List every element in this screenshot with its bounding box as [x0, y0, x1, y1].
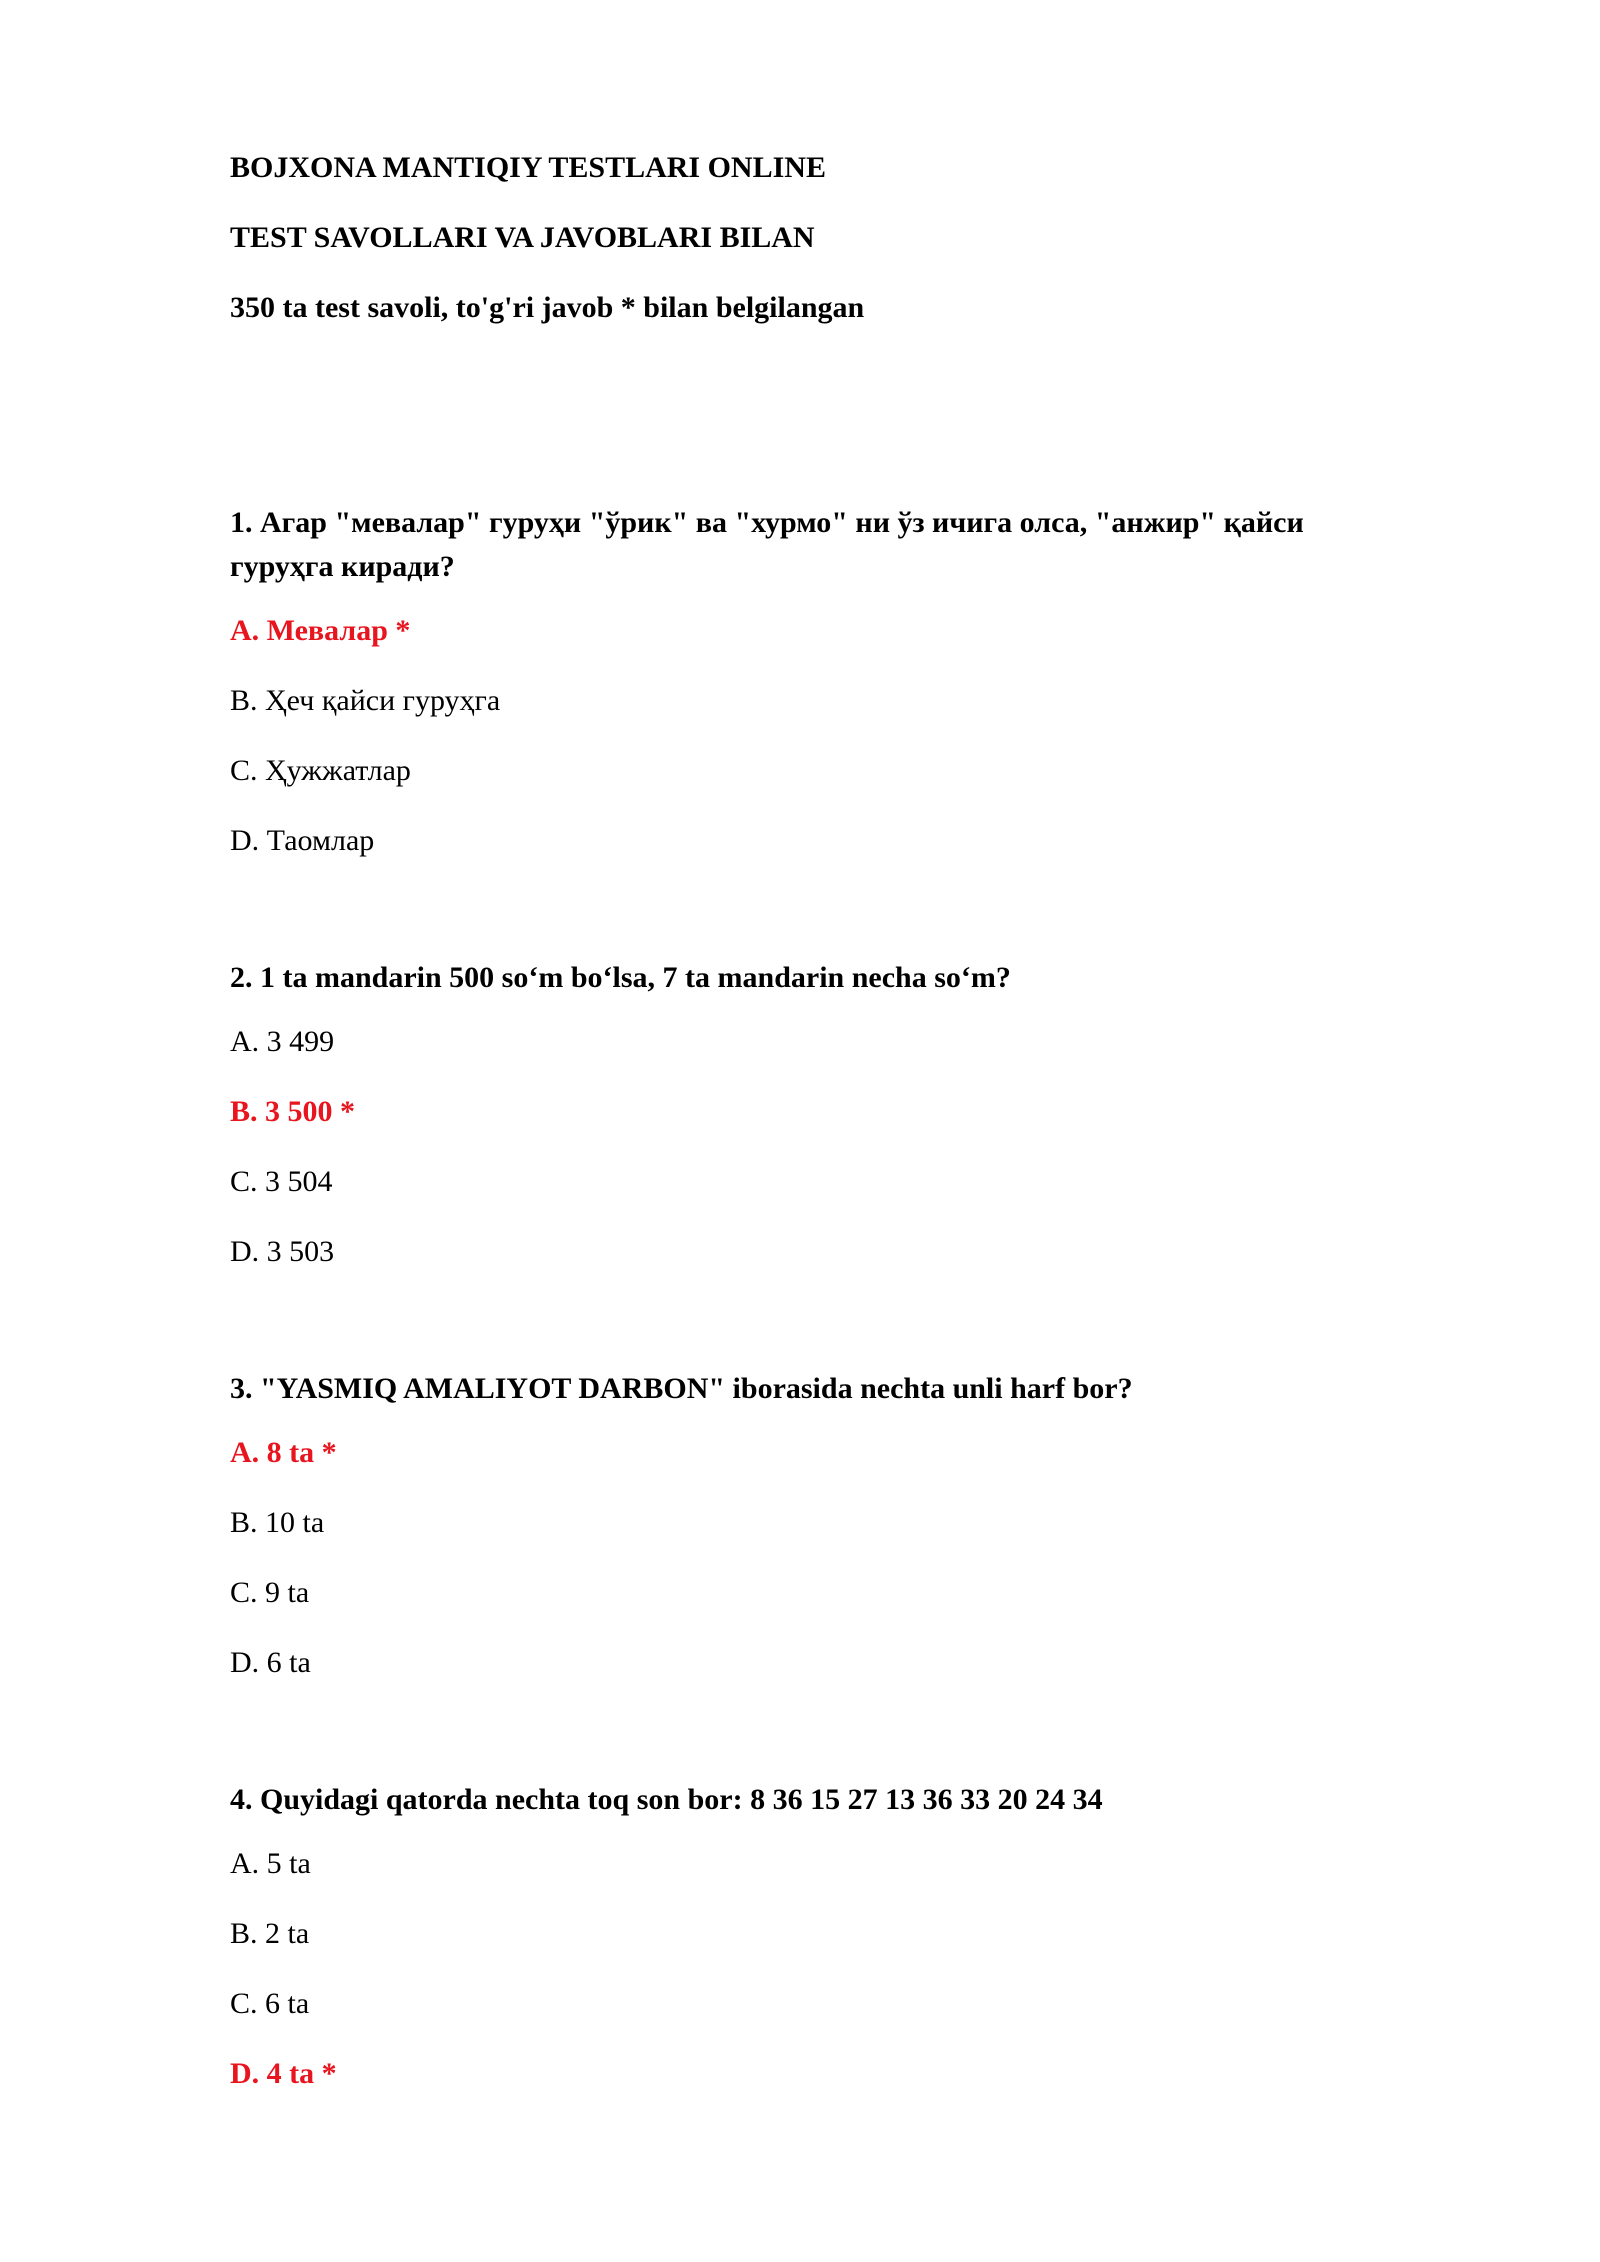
question-4 — [230, 1778, 1370, 2092]
option-c: C. 9 ta — [230, 1576, 310, 1609]
option-c: C. 3 504 — [230, 1165, 333, 1198]
header-title: BOJXONA MANTIQIY TESTLARI ONLINE — [230, 151, 826, 184]
option-d: D. 3 503 — [230, 1235, 335, 1268]
question-text: 2. 1 ta mandarin 500 so‘m bo‘lsa, 7 ta mandarin necha so‘m? — [230, 961, 1011, 994]
option-b: B. 2 ta — [230, 1917, 310, 1950]
question-3 — [230, 1367, 1370, 1681]
option-d: D. 6 ta — [230, 1646, 311, 1679]
option-a: A. 5 ta — [230, 1847, 311, 1880]
question-1 — [230, 501, 1370, 859]
question-text: 1. Агар "мевалар" гуруҳи "ўрик" ва "хурмо" ни ўз ичига олса, "анжир" қайси гуруҳга киради? — [230, 506, 1304, 583]
question-text: 4. Quyidagi qatorda nechta toq son bor: 8 36 15 27 13 36 33 20 24 34 — [230, 1783, 1103, 1816]
option-a: A. 3 499 — [230, 1025, 335, 1058]
option-b: B. 10 ta — [230, 1506, 325, 1539]
option-d: D. Таомлар — [230, 824, 375, 857]
option-c: C. Ҳужжатлар — [230, 754, 411, 787]
option-b: B. Ҳеч қайси гуруҳга — [230, 684, 501, 717]
option-c: C. 6 ta — [230, 1987, 310, 2020]
option-d: D. 4 ta * — [230, 2057, 337, 2090]
question-2 — [230, 956, 1370, 1270]
header-note: 350 ta test savoli, to'g'ri javob * bilan belgilangan — [230, 291, 865, 324]
option-a: A. Мевалар * — [230, 614, 411, 647]
option-a: A. 8 ta * — [230, 1436, 337, 1469]
header-subtitle: TEST SAVOLLARI VA JAVOBLARI BILAN — [230, 221, 815, 254]
question-text: 3. "YASMIQ AMALIYOT DARBON" iborasida nechta unli harf bor? — [230, 1372, 1133, 1405]
question-list — [230, 501, 1370, 2092]
option-b: B. 3 500 * — [230, 1095, 356, 1128]
document-header — [230, 150, 1370, 326]
